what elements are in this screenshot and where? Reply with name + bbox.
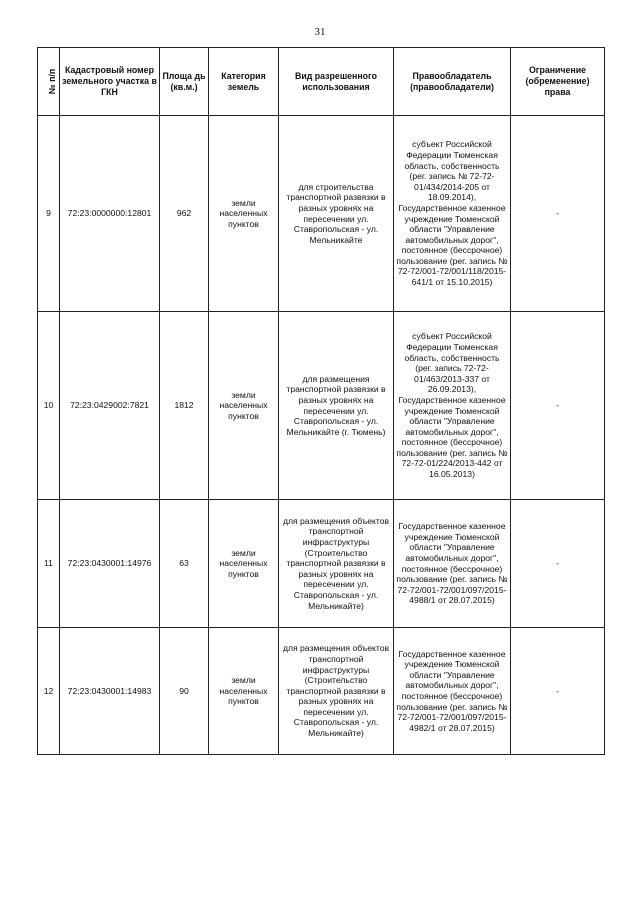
- area-value: 90: [160, 628, 209, 755]
- row-number: 9: [38, 116, 60, 312]
- cadastral-number: 72:23:0430001:14976: [60, 500, 160, 628]
- header-owner: Правообладатель (правообладатели): [394, 48, 511, 116]
- permitted-use: для строительства транспортной развязки в разных уровнях на пересечении ул. Ставропольская - ул. Мельникайте: [279, 116, 394, 312]
- area-value: 63: [160, 500, 209, 628]
- header-area: Площа дь (кв.м.): [160, 48, 209, 116]
- restriction: -: [511, 628, 605, 755]
- cadastral-number: 72:23:0000000:12801: [60, 116, 160, 312]
- row-number: 12: [38, 628, 60, 755]
- row-number: 10: [38, 312, 60, 500]
- area-value: 962: [160, 116, 209, 312]
- table-row: [38, 116, 605, 312]
- right-holder: Государственное казенное учреждение Тюменской области "Управление автомобильных дорог", постоянное (бессрочное) пользование (рег. запись № 72-72/001-72/001/097/2015-4982/1 от 28.07.2015): [394, 628, 511, 755]
- header-category: Категория земель: [209, 48, 279, 116]
- table-header-row: [38, 48, 605, 116]
- cadastral-number: 72:23:0429002:7821: [60, 312, 160, 500]
- restriction: -: [511, 500, 605, 628]
- land-category: земли населенных пунктов: [209, 116, 279, 312]
- header-number: [38, 48, 60, 116]
- permitted-use: для размещения объектов транспортной инфраструктуры (Строительство транспортной развязки в разных уровнях на пересечении ул. Ставропольская - ул. Мельникайте): [279, 628, 394, 755]
- permitted-use: для размещения объектов транспортной инфраструктуры (Строительство транспортной развязки в разных уровнях на пересечении ул. Ставропольская - ул. Мельникайте): [279, 500, 394, 628]
- restriction: -: [511, 312, 605, 500]
- table-row: [38, 500, 605, 628]
- right-holder: субъект Российской Федерации Тюменская область, собственность (рег. запись № 72-72-01/434/2014-205 от 18.09.2014), Государственное казенное учреждение Тюменской области "Управление автомобильных дорог", постоянное (бессрочное) пользование (рег. запись № 72-72/001-72/001/118/2015-641/1 от 15.10.2015): [394, 116, 511, 312]
- header-cadastral: Кадастровый номер земельного участка в ГКН: [60, 48, 160, 116]
- restriction: -: [511, 116, 605, 312]
- row-number: 11: [38, 500, 60, 628]
- header-restriction: Ограничение (обременение) права: [511, 48, 605, 116]
- land-plots-table: [37, 47, 605, 755]
- page-number: 31: [314, 26, 326, 38]
- permitted-use: для размещения транспортной развязки в разных уровнях на пересечении ул. Ставропольская - ул. Мельникайте (г. Тюмень): [279, 312, 394, 500]
- right-holder: субъект Российской Федерации Тюменская область, собственность (рег. запись 72-72-01/463/2013-337 от 26.09.2013), Государственное казенное учреждение Тюменской области "Управление автомобильных дорог", постоянное (бессрочное) пользование (рег. запись № 72-72-01/224/2013-442 от 16.05.2013): [394, 312, 511, 500]
- cadastral-number: 72:23:0430001:14983: [60, 628, 160, 755]
- land-category: земли населенных пунктов: [209, 312, 279, 500]
- table-row: [38, 312, 605, 500]
- header-use: Вид разрешенного использования: [279, 48, 394, 116]
- table-row: [38, 628, 605, 755]
- land-category: земли населенных пунктов: [209, 628, 279, 755]
- land-category: земли населенных пунктов: [209, 500, 279, 628]
- right-holder: Государственное казенное учреждение Тюменской области "Управление автомобильных дорог", постоянное (бессрочное) пользование (рег. запись № 72-72/001-72/001/097/2015-4988/1 от 28.07.2015): [394, 500, 511, 628]
- area-value: 1812: [160, 312, 209, 500]
- header-number-label: № п/п: [47, 68, 58, 95]
